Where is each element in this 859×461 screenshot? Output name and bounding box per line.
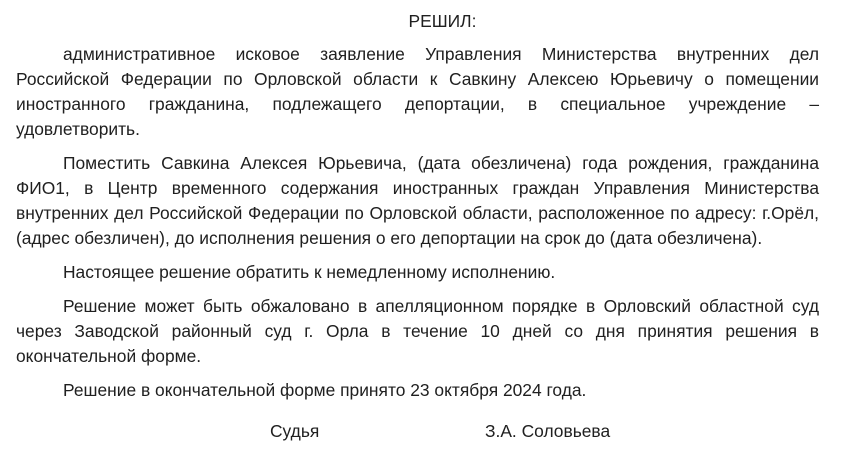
signature-block xyxy=(0,420,859,442)
decision-paragraph-appeal: Решение может быть обжаловано в апелляционном порядке в Орловский областной суд через Заводской районный суд г. Орла в течение 10 дней со дня принятия решения в окончательной форме. xyxy=(16,296,819,366)
decision-paragraph-claim-granted: административное исковое заявление Управления Министерства внутренних дел Российской Федерации по Орловской области к Савкину Алексею Юрьевичу о помещении иностранного гражданина, подлежащего депортации, в специальное учреждение – удовлетворить. xyxy=(16,44,819,139)
signature-name: З.А. Соловьева xyxy=(485,421,611,441)
decision-heading: РЕШИЛ: xyxy=(408,11,477,31)
court-decision-document xyxy=(16,8,819,412)
decision-paragraph-placement: Поместить Савкина Алексея Юрьевича, (дата обезличена) года рождения, гражданина ФИО1, в Центр временного содержания иностранных граждан Управления Министерства внутренних дел Российской Федерации по Орловской области, расположенное по адресу: г.Орёл, (адрес обезличен), до исполнения решения о его депортации на срок до (дата обезличена). xyxy=(16,153,819,248)
decision-paragraph-immediate-execution: Настоящее решение обратить к немедленному исполнению. xyxy=(63,262,556,282)
signature-role: Судья xyxy=(270,421,320,441)
decision-paragraph-final-form-date: Решение в окончательной форме принято 23 октября 2024 года. xyxy=(63,380,587,400)
